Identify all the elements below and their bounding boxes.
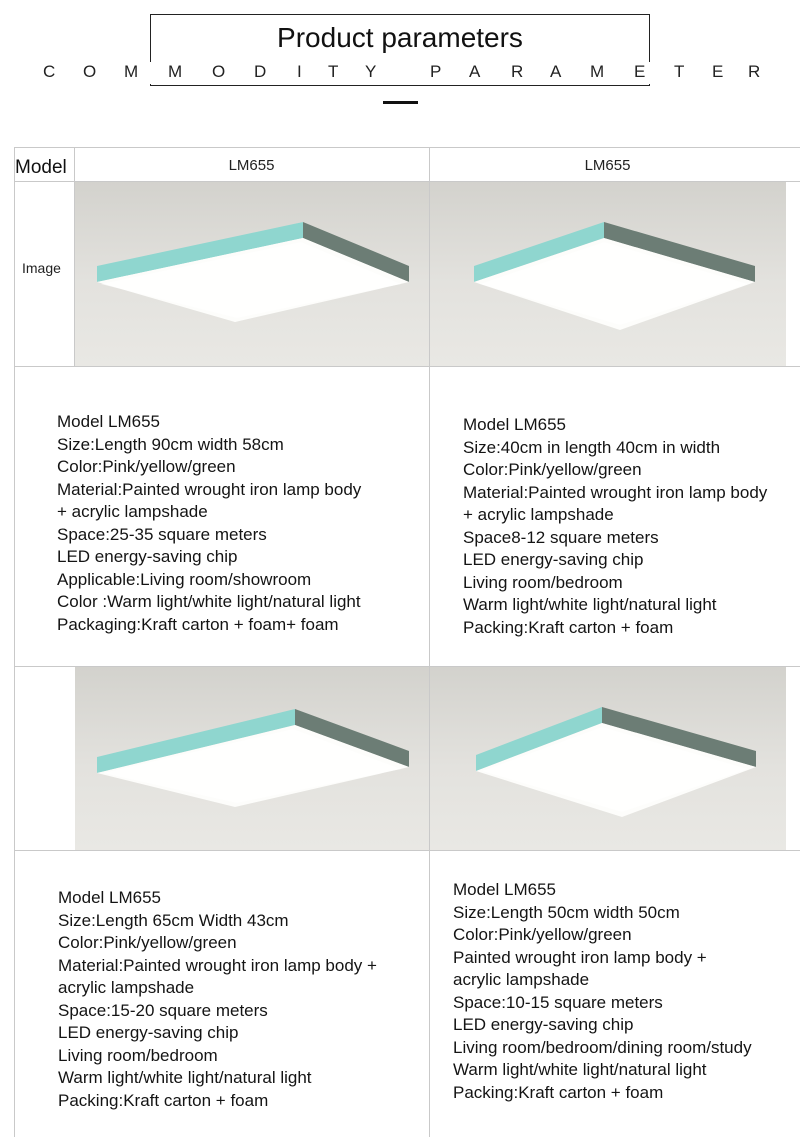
title-underline (383, 101, 418, 104)
spec-line: Painted wrought iron lamp body + (453, 947, 707, 967)
spec-line: + acrylic lampshade (57, 502, 208, 521)
row-label-image: Image (22, 260, 61, 276)
lamp-photo (430, 667, 786, 850)
subtitle-letter: D (254, 62, 267, 81)
product-spec-block (58, 887, 377, 1112)
spec-line: LED energy-saving chip (58, 1023, 239, 1042)
spec-line: Size:Length 65cm Width 43cm (58, 910, 289, 930)
subtitle-letter: E (634, 62, 646, 81)
subtitle-letter: A (469, 62, 481, 81)
subtitle-letter: A (550, 62, 562, 81)
subtitle-letter: I (297, 62, 302, 81)
spec-line: Size:Length 90cm width 58cm (57, 434, 284, 454)
spec-line: Warm light/white light/natural light (453, 1060, 707, 1079)
product-spec-block (453, 879, 800, 1104)
spec-line: LED energy-saving chip (57, 547, 238, 566)
subtitle-letter: R (748, 62, 761, 81)
spec-line: Model LM655 (58, 888, 162, 907)
spec-line: Material:Painted wrought iron lamp body + (58, 955, 377, 975)
spec-line: Model LM655 (463, 415, 567, 434)
spec-line: Color:Pink/yellow/green (57, 457, 236, 476)
spec-line: Color:Pink/yellow/green (463, 460, 642, 479)
spec-line: Space8-12 square meters (463, 527, 659, 547)
spec-line: Color:Pink/yellow/green (453, 925, 632, 944)
column-header-model: LM655 (584, 157, 631, 174)
spec-line: Warm light/white light/natural light (463, 595, 717, 614)
spec-line: Color :Warm light/white light/natural light (57, 592, 361, 611)
subtitle-letter: T (328, 62, 339, 81)
product-spec-block (57, 411, 361, 636)
spec-line: + acrylic lampshade (463, 505, 614, 524)
lamp-photo (75, 667, 429, 850)
spec-line: Material:Painted wrought iron lamp body (463, 482, 768, 502)
spec-line: Packing:Kraft carton + foam (58, 1090, 269, 1110)
row-label-model: Model (15, 157, 67, 178)
ceiling-lamp-photo-icon (75, 182, 429, 366)
spec-line: Space:25-35 square meters (57, 524, 267, 544)
product-spec-block (463, 414, 800, 639)
spec-line: LED energy-saving chip (453, 1015, 634, 1034)
page-subtitle (0, 62, 800, 84)
subtitle-letter: M (124, 62, 139, 81)
spec-line: Space:10-15 square meters (453, 992, 663, 1012)
spec-line: Warm light/white light/natural light (58, 1068, 312, 1087)
subtitle-letter: M (168, 62, 183, 81)
subtitle-letter: C (43, 62, 56, 81)
ceiling-lamp-photo-icon (430, 667, 786, 850)
subtitle-letter: P (430, 62, 442, 81)
spec-line: Packaging:Kraft carton + foam+ foam (57, 614, 339, 634)
table-top-border (14, 147, 800, 148)
spec-line: acrylic lampshade (58, 978, 195, 997)
spec-line: Living room/bedroom (58, 1045, 218, 1065)
spec-line: Model LM655 (453, 880, 557, 899)
spec-line: Color:Pink/yellow/green (58, 933, 237, 952)
table-left-border (14, 147, 15, 1137)
spec-line: LED energy-saving chip (463, 550, 644, 569)
subtitle-letter: Y (365, 62, 377, 81)
column-header-model: LM655 (228, 157, 275, 174)
spec-line: Space:15-20 square meters (58, 1000, 268, 1020)
spec-line: Applicable:Living room/showroom (57, 569, 312, 589)
spec-line: Material:Painted wrought iron lamp body (57, 479, 362, 499)
spec-line: acrylic lampshade (453, 970, 590, 989)
table-row-border (14, 366, 800, 367)
lamp-photo (75, 182, 429, 366)
spec-line: Size:40cm in length 40cm in width (463, 437, 721, 457)
subtitle-letter: R (511, 62, 524, 81)
spec-line: Living room/bedroom/dining room/study (453, 1037, 752, 1057)
subtitle-letter: M (590, 62, 605, 81)
subtitle-letter: T (674, 62, 685, 81)
ceiling-lamp-photo-icon (430, 182, 786, 366)
subtitle-letter: E (712, 62, 724, 81)
spec-line: Living room/bedroom (463, 572, 623, 592)
spec-line: Model LM655 (57, 412, 161, 431)
subtitle-letter: O (212, 62, 226, 81)
page-title: Product parameters (277, 22, 523, 53)
lamp-photo (430, 182, 786, 366)
spec-line: Packing:Kraft carton + foam (463, 617, 674, 637)
spec-line: Packing:Kraft carton + foam (453, 1082, 664, 1102)
spec-line: Size:Length 50cm width 50cm (453, 902, 680, 922)
ceiling-lamp-photo-icon (75, 667, 429, 850)
subtitle-letter: O (83, 62, 97, 81)
table-row-border (14, 850, 800, 851)
